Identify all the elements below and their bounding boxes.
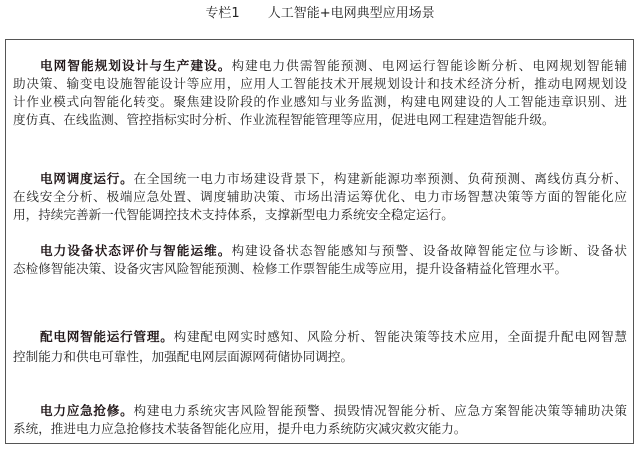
paragraph-dispatch: 电网调度运行。在全国统一电力市场建设背景下，构建新能源功率预测、负荷预测、离线仿真分析、 在线安全分析、极端应急处置、调度辅助决策、市场出清运筹优化、电力市场智慧决策等方面的智能化应 用，持续完善新一代智能调控技术支持体系，支撑新型电力系统安全稳定运行。 — [13, 171, 627, 222]
paragraph-lead: 配电网智能运行管理。 — [40, 329, 174, 344]
paragraph-lead: 电力应急抢修。 — [40, 403, 134, 418]
paragraph-lead: 电网调度运行。 — [40, 171, 134, 186]
column-number: 专栏1 — [205, 6, 240, 21]
column-title — [0, 5, 640, 23]
paragraph-distribution: 配电网智能运行管理。构建配电网实时感知、风险分析、智能决策等技术应用，全面提升配电网智慧 控制能力和供电可靠性，加强配电网层面源网荷储协同调控。 — [13, 329, 627, 364]
paragraph-lead: 电力设备状态评价与智能运维。 — [40, 243, 232, 258]
content-box — [5, 39, 634, 444]
paragraph-emergency: 电力应急抢修。构建电力系统灾害风险智能预警、损毁情况智能分析、应急方案智能决策等辅助决策 系统，推进电力应急抢修技术装备智能化应用，提升电力系统防灾减灾救灾能力。 — [13, 403, 627, 436]
paragraph-equipment: 电力设备状态评价与智能运维。构建设备状态智能感知与预警、设备故障智能定位与诊断、设备状 态检修智能决策、设备灾害风险智能预测、检修工作票智能生成等应用，提升设备精益化管理水平。 — [13, 243, 627, 276]
paragraph-planning: 电网智能规划设计与生产建设。构建电力供需智能预测、电网运行智能诊断分析、电网规划智能辅 助决策、输变电设施智能设计等应用，应用人工智能技术开展规划设计和技术经济分析，推动电网规划设 计作业模式向智能化转变。聚焦建设阶段的作业感知与业务监测，构建电网建设的人工智能违章识别、进 度仿真、在线监测、管控指标实时分析、作业流程智能管理等应用，促进电网工程建造智能升级。 — [13, 58, 627, 127]
paragraph-lead: 电网智能规划设计与生产建设。 — [40, 58, 232, 73]
column-title-text: 人工智能+电网典型应用场景 — [267, 6, 435, 21]
